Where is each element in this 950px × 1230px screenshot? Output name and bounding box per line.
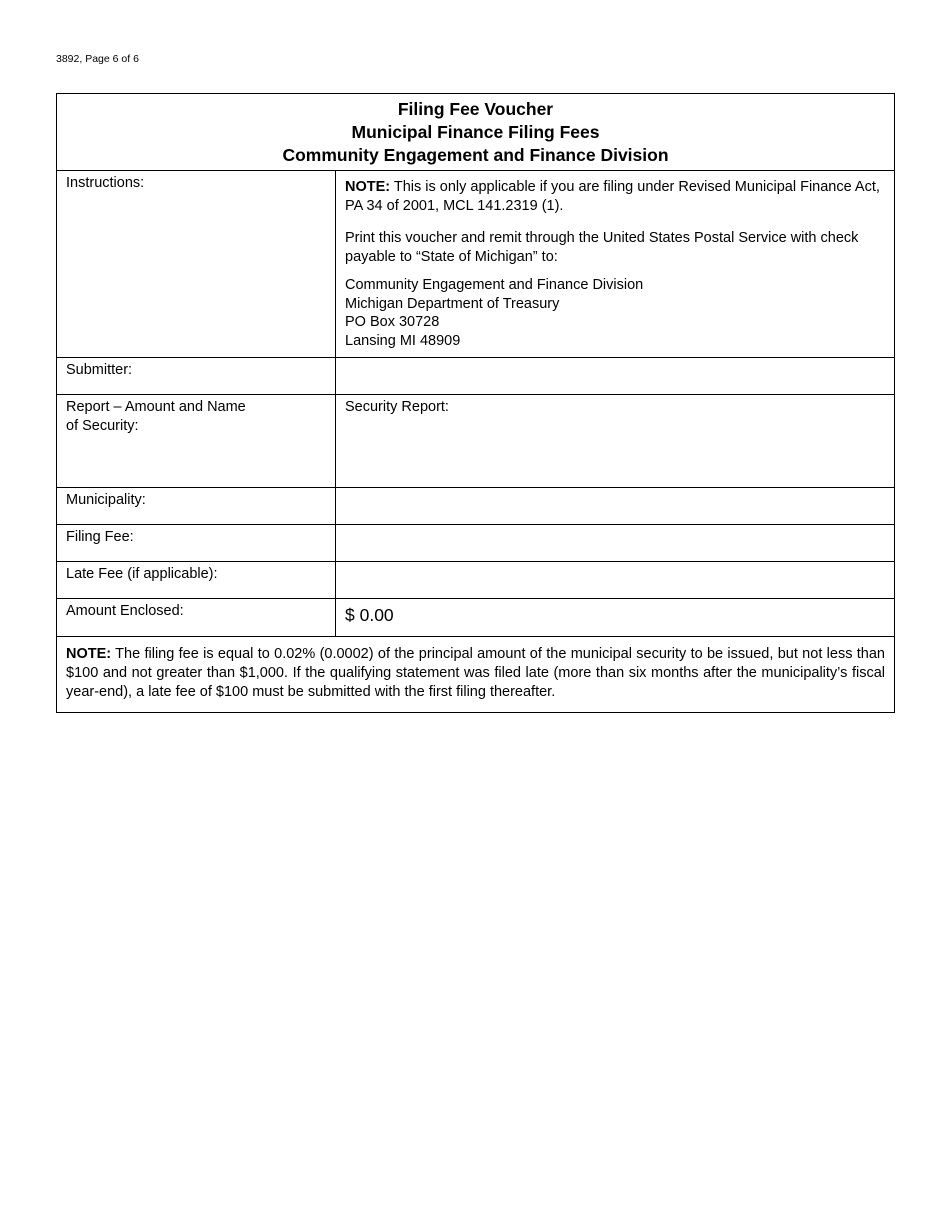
municipality-field[interactable] xyxy=(336,488,894,524)
filing-fee-row xyxy=(57,525,894,562)
amount-enclosed-label: Amount Enclosed: xyxy=(57,599,336,636)
municipality-row xyxy=(57,488,894,525)
municipality-label: Municipality: xyxy=(57,488,336,524)
footer-note-bold-label: NOTE: xyxy=(66,646,112,662)
address-line: Community Engagement and Finance Division xyxy=(345,277,644,293)
mailing-address xyxy=(345,276,885,350)
submitter-label: Submitter: xyxy=(57,358,336,394)
report-label xyxy=(57,395,336,487)
address-line: Michigan Department of Treasury xyxy=(345,295,560,312)
note-text: This is only applicable if you are filing under Revised Municipal Finance Act, PA 34 of 2001, MCL 141.2319 (1). xyxy=(345,179,880,214)
note-bold-label: NOTE: xyxy=(345,179,391,195)
amount-enclosed-field[interactable]: $ 0.00 xyxy=(345,605,394,625)
address-line: PO Box 30728 xyxy=(345,314,440,330)
title-line-voucher: Filing Fee Voucher xyxy=(397,99,554,119)
page-number-header: 3892, Page 6 of 6 xyxy=(56,53,139,65)
filing-fee-note xyxy=(57,637,894,712)
title-line-fees: Municipal Finance Filing Fees xyxy=(351,122,600,142)
filing-fee-field[interactable] xyxy=(336,525,894,561)
instructions-row xyxy=(57,171,894,358)
report-label-line: Report – Amount and Name xyxy=(66,399,246,415)
late-fee-field[interactable] xyxy=(336,562,894,598)
security-report-label: Security Report: xyxy=(345,399,449,415)
instructions-label: Instructions: xyxy=(57,171,336,357)
security-report-row xyxy=(57,395,894,488)
late-fee-label: Late Fee (if applicable): xyxy=(57,562,336,598)
late-fee-row xyxy=(57,562,894,599)
submitter-field[interactable] xyxy=(336,358,894,394)
filing-fee-label: Filing Fee: xyxy=(57,525,336,561)
security-report-field[interactable] xyxy=(336,395,894,487)
title-line-division: Community Engagement and Finance Division xyxy=(282,145,669,165)
remit-instructions: Print this voucher and remit through the United States Postal Service with check payable to “State of Michigan” to: xyxy=(345,230,859,265)
footer-note-text: The filing fee is equal to 0.02% (0.0002) of the principal amount of the municipal security to be issued, but not less than $100 and not greater than $1,000. If the qualifying statement was filed late (more than six months after the municipality’s fiscal year-end), a late fee of $100 must be submitted with the first filing thereafter. xyxy=(66,646,885,700)
applicability-note xyxy=(345,178,885,215)
voucher-title xyxy=(57,94,894,171)
amount-enclosed-row xyxy=(57,599,894,637)
submitter-row xyxy=(57,358,894,395)
filing-fee-voucher xyxy=(56,93,895,713)
report-label-line: of Security: xyxy=(66,417,139,434)
instructions-content xyxy=(336,171,894,357)
address-line: Lansing MI 48909 xyxy=(345,332,461,349)
